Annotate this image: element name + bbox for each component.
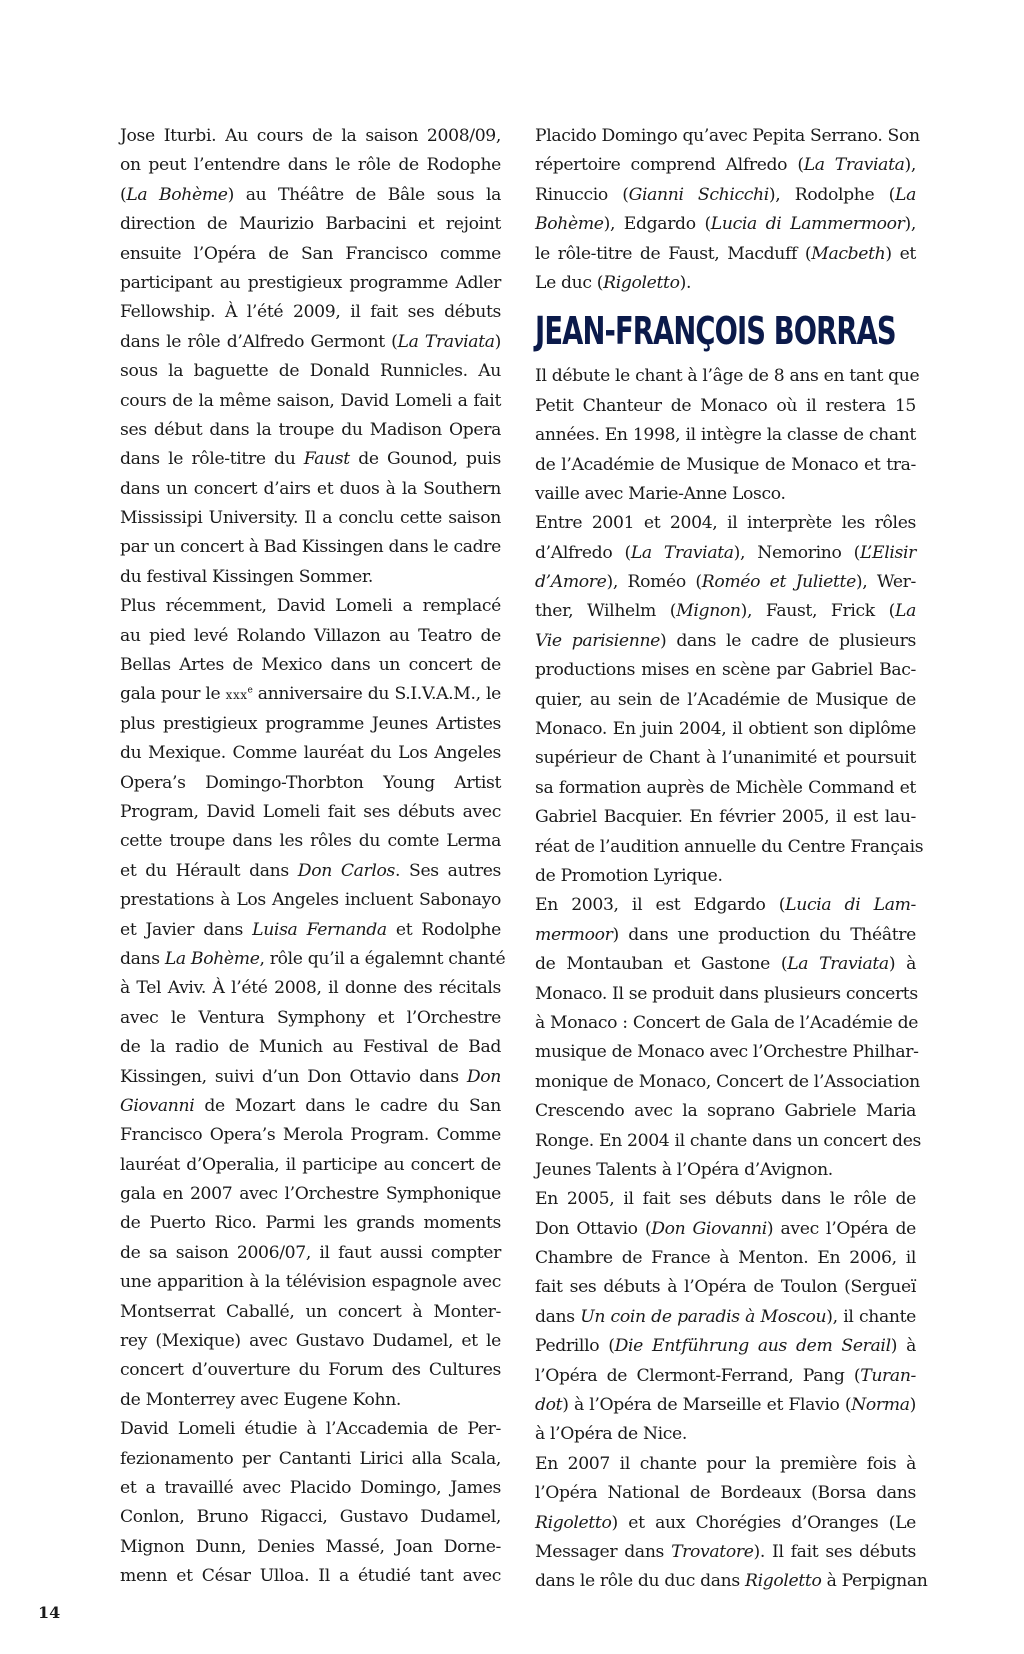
text-run: supérieur de Chant à l’unanimité et poursuit: [535, 748, 916, 769]
text-line: [535, 1215, 916, 1244]
text-run: Chambre de France à Menton. En 2006, il: [535, 1248, 916, 1269]
text-run: Gabriel Bacquier. En février 2005, il est lau-: [535, 807, 916, 828]
text-run: cette troupe dans les rôles du comte Lerma: [120, 831, 501, 852]
text-run: monique de Monaco, Concert de l’Association: [535, 1071, 920, 1092]
text-line: [535, 568, 916, 597]
text-line: [535, 744, 916, 773]
text-line: [120, 827, 501, 856]
text-line: [535, 210, 916, 239]
text-run: dans le rôle-titre du: [120, 449, 304, 470]
italic-title: Un coin de paradis à Moscou: [580, 1306, 827, 1327]
text-line: [120, 181, 501, 210]
text-line: [535, 392, 916, 421]
text-line: [535, 1567, 928, 1596]
text-run: prestations à Los Angeles incluent Sabonayo: [120, 890, 501, 911]
text-line: [120, 592, 501, 621]
text-run: Crescendo avec la soprano Gabriele Maria: [535, 1101, 916, 1122]
text-line: [120, 739, 501, 768]
text-line: [120, 504, 501, 533]
text-line: [535, 1303, 916, 1332]
text-run: par un concert à Bad Kissingen dans le cadre: [120, 537, 501, 558]
text-run: le rôle-titre de Faust, Macduff (: [535, 243, 812, 264]
italic-title: La: [895, 184, 916, 205]
text-line: [535, 1420, 916, 1449]
text-run: ), Faust, Frick (: [740, 601, 896, 622]
text-run: au pied levé Rolando Villazon au Teatro de: [120, 625, 501, 646]
text-line: [535, 1362, 916, 1391]
text-run: à Monaco : Concert de Gala de l’Académie de: [535, 1012, 919, 1033]
right-column: [535, 122, 928, 1597]
text-line: [120, 357, 501, 386]
text-line: [535, 1479, 916, 1508]
text-line: [120, 1268, 501, 1297]
text-line: [535, 656, 916, 685]
text-run: l’Opéra National de Bordeaux (Borsa dans: [535, 1483, 916, 1504]
text-run: de Promotion Lyrique.: [535, 865, 723, 886]
text-run: Entre 2001 et 2004, il interprète les rôles: [535, 513, 916, 534]
text-run: années. En 1998, il intègre la classe de chant: [535, 425, 916, 446]
text-run: ): [909, 1395, 916, 1416]
text-line: [535, 480, 916, 509]
text-line: [535, 509, 916, 538]
text-run: réat de l’audition annuelle du Centre Français: [535, 836, 924, 857]
text-line: [120, 1121, 501, 1150]
text-run: Petit Chanteur de Monaco où il restera 15: [535, 395, 916, 416]
text-line: [120, 122, 501, 151]
text-run: de la radio de Munich au Festival de Bad: [120, 1037, 501, 1058]
text-run: dans un concert d’airs et duos à la Southern: [120, 478, 501, 499]
text-run: Francisco Opera’s Merola Program. Comme: [120, 1125, 501, 1146]
text-run: ther, Wilhelm (: [535, 601, 677, 622]
text-run: quier, au sein de l’Académie de Musique de: [535, 689, 916, 710]
text-line: [120, 1503, 501, 1532]
text-run: gala en 2007 avec l’Orchestre Symphonique: [120, 1184, 501, 1205]
text-run: lauréat d’Operalia, il participe au concert de: [120, 1154, 501, 1175]
italic-title: Don: [466, 1066, 501, 1087]
italic-title: La: [895, 601, 916, 622]
italic-title: Bohème: [535, 214, 604, 235]
text-run: de Monterrey avec Eugene Kohn.: [120, 1389, 402, 1410]
text-line: [120, 445, 501, 474]
italic-title: Faust: [303, 449, 350, 470]
text-run: fezionamento per Cantanti Lirici alla Scala,: [120, 1448, 501, 1469]
text-line: [120, 298, 501, 327]
text-run: Mignon Dunn, Denies Massé, Joan Dorne-: [120, 1536, 501, 1557]
text-run: et du Hérault dans: [120, 860, 298, 881]
text-run: Plus récemment, David Lomeli a remplacé: [120, 596, 501, 617]
text-run: Monaco. En juin 2004, il obtient son diplôme: [535, 719, 916, 740]
italic-title: d’Amore: [535, 572, 607, 593]
text-run: Rinuccio (: [535, 184, 629, 205]
text-run: gala pour le: [120, 684, 226, 705]
text-line: [120, 1415, 501, 1444]
text-line: [120, 475, 501, 504]
text-run: Don Ottavio (: [535, 1218, 652, 1239]
italic-title: Mignon: [676, 601, 741, 622]
text-run: En 2005, il fait ses débuts dans le rôle de: [535, 1189, 916, 1210]
italic-title: Turan-: [860, 1365, 916, 1386]
text-line: [120, 1298, 501, 1327]
italic-title: L’Elisir: [859, 542, 916, 563]
text-run: ): [494, 331, 502, 352]
text-run: Le duc (: [535, 272, 604, 293]
italic-title: mermoor: [535, 924, 613, 945]
text-line: [535, 122, 920, 151]
text-run: de l’Académie de Musique de Monaco et tra-: [535, 454, 916, 475]
text-run: sous la baguette de Donald Runnicles. Au: [120, 361, 501, 382]
text-run: du festival Kissingen Sommer.: [120, 566, 373, 587]
text-line: [535, 269, 916, 298]
text-line: [535, 1156, 916, 1185]
text-line: [120, 1063, 501, 1092]
text-line: [120, 1209, 501, 1238]
text-run: ), Roméo (: [606, 572, 702, 593]
italic-title: Gianni Schicchi: [628, 184, 769, 205]
text-run: musique de Monaco avec l’Orchestre Philhar-: [535, 1042, 919, 1063]
text-run: ).: [679, 272, 692, 293]
italic-title: La Traviata: [397, 331, 495, 352]
text-run: ses début dans la troupe du Madison Opera: [120, 419, 501, 440]
italic-title: La Traviata: [630, 542, 734, 563]
text-line: [535, 1185, 916, 1214]
text-line: [120, 1386, 501, 1415]
italic-title: Lucia di Lam-: [785, 895, 916, 916]
text-line: [535, 362, 920, 391]
text-run: ensuite l’Opéra de San Francisco comme: [120, 243, 501, 264]
text-run: Placido Domingo qu’avec Pepita Serrano. Son: [535, 126, 920, 146]
text-line: [120, 269, 501, 298]
text-line: [120, 769, 501, 798]
text-run: à Perpignan: [821, 1571, 928, 1592]
text-run: plus prestigieux programme Jeunes Artistes: [120, 713, 501, 734]
text-run: ). Il fait ses débuts: [753, 1541, 916, 1562]
text-line: [120, 1533, 501, 1562]
text-line: [535, 1068, 920, 1097]
text-run: anniversaire du S.I.V.A.M., le: [252, 684, 501, 705]
text-line: [535, 980, 916, 1009]
text-run: ),: [904, 214, 916, 235]
text-run: productions mises en scène par Gabriel Bac-: [535, 660, 916, 681]
text-run: ) avec l’Opéra de: [766, 1218, 916, 1239]
text-run: . Ses autres: [395, 860, 502, 881]
text-line: [535, 774, 916, 803]
text-run: répertoire comprend Alfredo (: [535, 155, 804, 176]
text-run: ) et aux Chorégies d’Oranges (Le: [611, 1512, 916, 1533]
text-run: xxx: [225, 688, 248, 703]
text-run: Bellas Artes de Mexico dans un concert de: [120, 655, 501, 676]
text-run: Mississipi University. Il a conclu cette saison: [120, 508, 501, 529]
text-run: ), Edgardo (: [603, 214, 711, 235]
text-run: ) au Théâtre de Bâle sous la: [227, 184, 501, 205]
text-line: [120, 328, 501, 357]
text-line: [120, 1474, 501, 1503]
text-run: ), il chante: [826, 1306, 916, 1327]
text-run: Opera’s Domingo-Thorbton Young Artist: [120, 772, 501, 793]
italic-title: La Traviata: [787, 954, 889, 975]
right-column-body-text: [535, 362, 928, 1596]
text-run: ) dans une production du Théâtre: [612, 924, 916, 945]
text-run: d’Alfredo (: [535, 542, 631, 563]
text-run: Program, David Lomeli fait ses débuts avec: [120, 801, 501, 822]
text-run: ), Nemorino (: [733, 542, 860, 563]
text-line: [535, 1244, 916, 1273]
text-line: [120, 1180, 501, 1209]
text-line: [120, 1004, 501, 1033]
text-line: [120, 1151, 501, 1180]
text-run: ), Rodolphe (: [768, 184, 896, 205]
text-line: [535, 421, 916, 450]
italic-title: Trovatore: [671, 1541, 754, 1562]
text-line: [120, 1092, 501, 1121]
text-run: et Javier dans: [120, 919, 253, 940]
text-line: [535, 627, 916, 656]
text-line: [535, 833, 924, 862]
text-line: [120, 240, 501, 269]
italic-title: La Traviata: [803, 155, 905, 176]
right-column-intro-text: [535, 122, 920, 298]
text-run: Montserrat Caballé, un concert à Monter-: [120, 1301, 501, 1322]
italic-title: La Bohème: [126, 184, 228, 205]
text-line: [120, 710, 501, 739]
text-run: et Rodolphe: [386, 919, 501, 940]
left-column-text: [120, 122, 506, 1592]
text-run: Fellowship. À l’été 2009, il fait ses débuts: [120, 302, 501, 323]
text-line: [535, 1009, 919, 1038]
italic-title: Luisa Fernanda: [252, 919, 387, 940]
text-run: concert d’ouverture du Forum des Cultures: [120, 1360, 501, 1381]
text-line: [120, 651, 501, 680]
left-column: [120, 122, 506, 1592]
text-line: [535, 862, 916, 891]
italic-title: Rigoletto: [744, 1571, 822, 1592]
text-line: [535, 1127, 921, 1156]
text-line: [120, 798, 501, 827]
text-run: Kissingen, suivi d’un Don Ottavio dans: [120, 1066, 467, 1087]
text-run: Jose Iturbi. Au cours de la saison 2008/09,: [120, 126, 501, 146]
text-run: En 2003, il est Edgardo (: [535, 895, 786, 916]
text-line: [535, 1273, 916, 1302]
italic-title: Norma: [851, 1395, 910, 1416]
text-run: ) à: [888, 954, 916, 975]
text-run: rey (Mexique) avec Gustavo Dudamel, et le: [120, 1331, 501, 1352]
italic-title: Rigoletto: [603, 272, 680, 293]
text-line: [535, 891, 916, 920]
text-run: vaille avec Marie-Anne Losco.: [535, 483, 786, 504]
text-run: de sa saison 2006/07, il faut aussi compter: [120, 1242, 501, 1263]
text-run: dans: [120, 948, 165, 969]
text-line: [120, 151, 501, 180]
text-line: [535, 1391, 916, 1420]
text-run: participant au prestigieux programme Adler: [120, 272, 501, 293]
text-run: David Lomeli étudie à l’Accademia de Per-: [120, 1419, 501, 1440]
italic-title: Lucia di Lammermoor: [710, 214, 905, 235]
text-line: [535, 950, 916, 979]
italic-title: Die Entführung aus dem Serail: [614, 1336, 891, 1357]
text-line: [535, 597, 916, 626]
text-run: , rôle qu’il a égalemnt chanté: [259, 948, 506, 969]
text-run: fait ses débuts à l’Opéra de Toulon (Sergueï: [535, 1277, 916, 1298]
text-line: [120, 533, 501, 562]
text-run: ) et: [885, 243, 916, 264]
text-line: [120, 945, 506, 974]
text-line: [120, 857, 501, 886]
italic-title: Vie parisienne: [535, 630, 660, 651]
text-run: de Mozart dans le cadre du San: [194, 1095, 501, 1116]
text-run: avec le Ventura Symphony et l’Orchestre: [120, 1007, 501, 1028]
text-run: sa formation auprès de Michèle Command et: [535, 777, 916, 798]
text-run: à l’Opéra de Nice.: [535, 1424, 687, 1445]
text-run: du Mexique. Comme lauréat du Los Angeles: [120, 743, 501, 764]
text-run: cours de la même saison, David Lomeli a fait: [120, 390, 501, 411]
text-run: ),: [904, 155, 917, 176]
text-line: [535, 686, 916, 715]
text-run: Ronge. En 2004 il chante dans un concert des: [535, 1130, 921, 1151]
text-line: [120, 680, 501, 709]
text-line: [120, 1445, 501, 1474]
text-run: direction de Maurizio Barbacini et rejoint: [120, 214, 501, 235]
text-run: Monaco. Il se produit dans plusieurs concerts: [535, 983, 918, 1004]
text-line: [120, 886, 501, 915]
text-run: l’Opéra de Clermont-Ferrand, Pang (: [535, 1365, 861, 1386]
text-line: [535, 1538, 916, 1567]
text-line: [535, 539, 916, 568]
text-line: [120, 210, 501, 239]
text-run: Il débute le chant à l’âge de 8 ans en tant que: [535, 366, 920, 387]
italic-title: Don Giovanni: [651, 1218, 767, 1239]
text-line: [535, 151, 916, 180]
text-line: [535, 1509, 916, 1538]
text-run: Pedrillo (: [535, 1336, 615, 1357]
text-run: dans le rôle du duc dans: [535, 1571, 745, 1592]
text-run: Messager dans: [535, 1541, 672, 1562]
text-run: (: [120, 184, 127, 205]
text-run: une apparition à la télévision espagnole avec: [120, 1272, 501, 1293]
text-line: [535, 451, 916, 480]
text-run: menn et César Ulloa. Il a étudié tant avec: [120, 1566, 501, 1587]
text-line: [535, 803, 916, 832]
text-line: [535, 181, 916, 210]
italic-title: Macbeth: [811, 243, 886, 264]
italic-title: Roméo et Juliette: [701, 572, 856, 593]
text-line: [535, 921, 916, 950]
text-line: [535, 1038, 919, 1067]
text-run: dans le rôle d’Alfredo Germont (: [120, 331, 398, 352]
italic-title: dot: [535, 1395, 563, 1416]
text-line: [120, 916, 501, 945]
text-run: ) dans le cadre de plusieurs: [659, 630, 916, 651]
text-run: dans: [535, 1306, 581, 1327]
text-line: [120, 1356, 501, 1385]
section-heading: JEAN-FRANÇOIS BORRAS: [535, 309, 896, 354]
text-line: [120, 974, 501, 1003]
text-line: [120, 1562, 501, 1591]
text-run: ), Wer-: [855, 572, 916, 593]
text-run: de Gounod, puis: [349, 449, 501, 470]
text-run: e: [247, 685, 253, 696]
text-line: [535, 240, 916, 269]
text-line: [535, 715, 916, 744]
text-run: ) à l’Opéra de Marseille et Flavio (: [562, 1395, 852, 1416]
text-run: on peut l’entendre dans le rôle de Rodophe: [120, 155, 501, 176]
italic-title: La Bohème: [164, 948, 260, 969]
text-line: [120, 563, 501, 592]
text-run: Jeunes Talents à l’Opéra d’Avignon.: [535, 1159, 833, 1180]
text-run: de Montauban et Gastone (: [535, 954, 788, 975]
text-line: [120, 1033, 501, 1062]
text-run: de Puerto Rico. Parmi les grands moments: [120, 1213, 501, 1234]
text-line: [535, 1450, 916, 1479]
text-line: [120, 1239, 501, 1268]
text-run: et a travaillé avec Placido Domingo, James: [120, 1477, 501, 1498]
text-run: En 2007 il chante pour la première fois à: [535, 1453, 916, 1474]
page-number: 14: [38, 1603, 61, 1622]
text-line: [535, 1332, 916, 1361]
text-run: à Tel Aviv. À l’été 2008, il donne des récitals: [120, 978, 501, 999]
text-line: [120, 416, 501, 445]
text-line: [120, 387, 501, 416]
italic-title: Don Carlos: [297, 860, 396, 881]
italic-title: Giovanni: [120, 1095, 195, 1116]
text-line: [120, 622, 501, 651]
text-run: ) à: [890, 1336, 916, 1357]
text-line: [120, 1327, 501, 1356]
text-line: [535, 1097, 916, 1126]
text-run: Conlon, Bruno Rigacci, Gustavo Dudamel,: [120, 1507, 501, 1528]
italic-title: Rigoletto: [535, 1512, 612, 1533]
